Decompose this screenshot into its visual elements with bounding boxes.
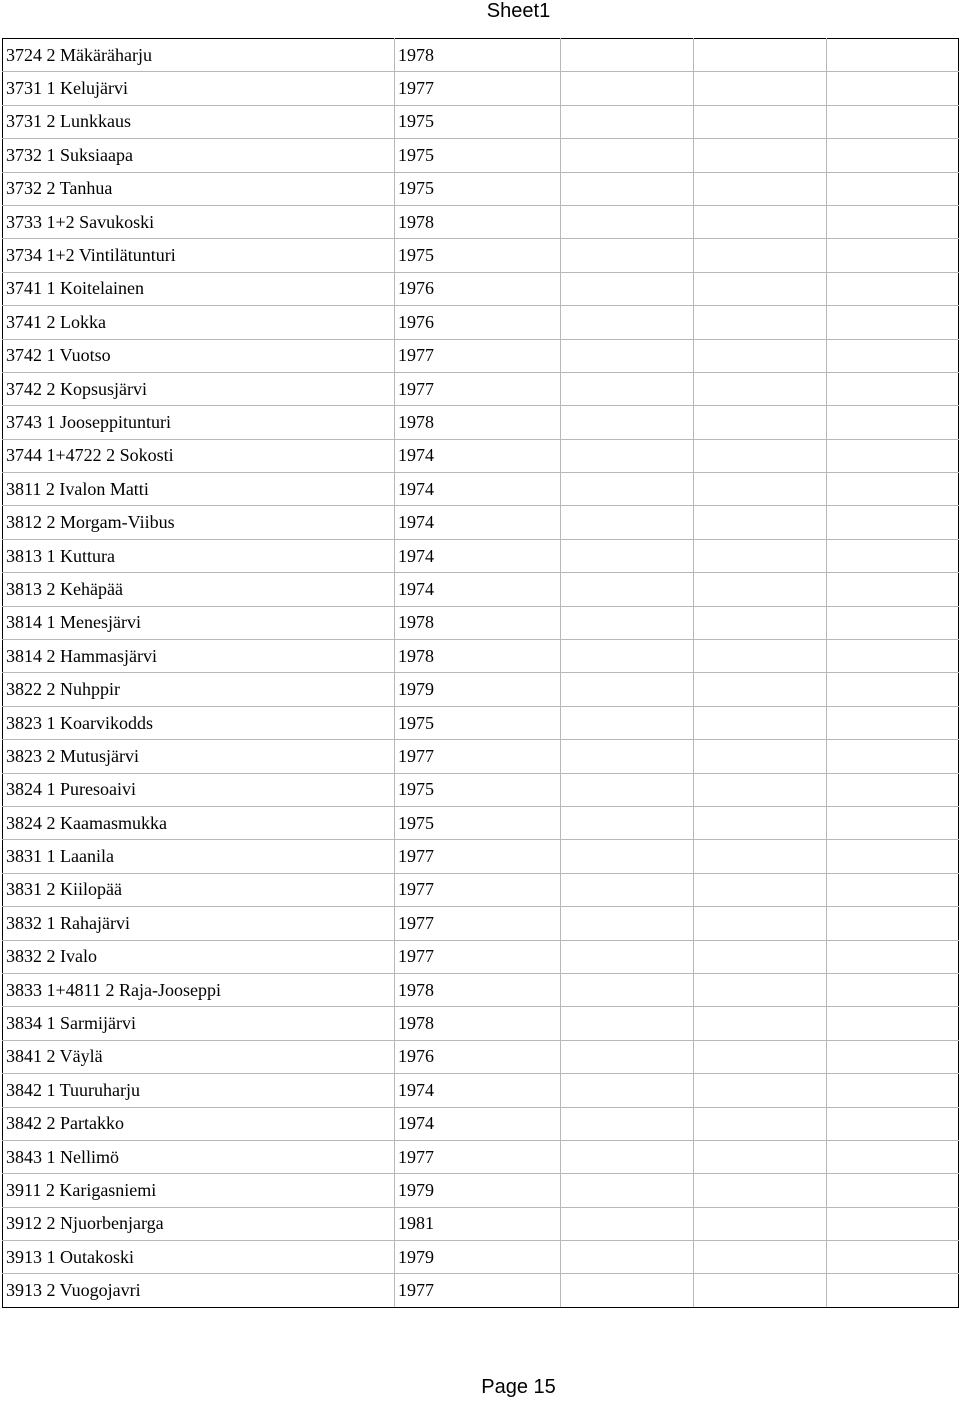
year-cell[interactable]: 1974 <box>395 439 561 472</box>
empty-cell[interactable] <box>561 1174 694 1207</box>
empty-cell[interactable] <box>561 506 694 539</box>
year-cell[interactable]: 1978 <box>395 205 561 238</box>
year-cell[interactable]: 1977 <box>395 840 561 873</box>
table-row <box>3 439 959 472</box>
empty-cell[interactable] <box>827 806 959 839</box>
empty-cell[interactable] <box>827 439 959 472</box>
empty-cell[interactable] <box>561 907 694 940</box>
empty-cell[interactable] <box>694 105 827 138</box>
empty-cell[interactable] <box>694 1174 827 1207</box>
empty-cell[interactable] <box>694 39 827 72</box>
empty-cell[interactable] <box>827 606 959 639</box>
map-sheet-label-cell[interactable]: 3743 1 Jooseppitunturi <box>3 406 395 439</box>
table-row <box>3 573 959 606</box>
year-cell[interactable]: 1977 <box>395 873 561 906</box>
empty-cell[interactable] <box>827 272 959 305</box>
map-sheet-label-cell[interactable]: 3741 2 Lokka <box>3 306 395 339</box>
year-cell[interactable]: 1974 <box>395 1107 561 1140</box>
empty-cell[interactable] <box>694 573 827 606</box>
map-sheet-label-cell[interactable]: 3911 2 Karigasniemi <box>3 1174 395 1207</box>
empty-cell[interactable] <box>694 372 827 405</box>
empty-cell[interactable] <box>561 1007 694 1040</box>
table-row <box>3 840 959 873</box>
table-row <box>3 1007 959 1040</box>
table-row <box>3 272 959 305</box>
empty-cell[interactable] <box>561 1207 694 1240</box>
spreadsheet-grid <box>2 38 959 1308</box>
empty-cell[interactable] <box>694 473 827 506</box>
table-row <box>3 339 959 372</box>
empty-cell[interactable] <box>694 239 827 272</box>
year-cell[interactable]: 1977 <box>395 907 561 940</box>
empty-cell[interactable] <box>827 573 959 606</box>
table-row <box>3 873 959 906</box>
empty-cell[interactable] <box>561 139 694 172</box>
empty-cell[interactable] <box>827 740 959 773</box>
map-sheet-label-cell[interactable]: 3831 2 Kiilopää <box>3 873 395 906</box>
year-cell[interactable]: 1975 <box>395 105 561 138</box>
empty-cell[interactable] <box>561 840 694 873</box>
year-cell[interactable]: 1974 <box>395 539 561 572</box>
year-cell[interactable]: 1978 <box>395 1007 561 1040</box>
year-cell[interactable]: 1977 <box>395 339 561 372</box>
empty-cell[interactable] <box>561 573 694 606</box>
empty-cell[interactable] <box>694 539 827 572</box>
empty-cell[interactable] <box>827 539 959 572</box>
year-cell[interactable]: 1979 <box>395 1174 561 1207</box>
table-row <box>3 72 959 105</box>
year-cell[interactable]: 1978 <box>395 406 561 439</box>
empty-cell[interactable] <box>561 940 694 973</box>
table-row <box>3 105 959 138</box>
year-cell[interactable]: 1976 <box>395 272 561 305</box>
empty-cell[interactable] <box>561 239 694 272</box>
year-cell[interactable]: 1978 <box>395 606 561 639</box>
empty-cell[interactable] <box>561 640 694 673</box>
empty-cell[interactable] <box>694 873 827 906</box>
empty-cell[interactable] <box>694 272 827 305</box>
table-row <box>3 673 959 706</box>
map-sheet-label-cell[interactable]: 3731 2 Lunkkaus <box>3 105 395 138</box>
table-row <box>3 1174 959 1207</box>
empty-cell[interactable] <box>827 773 959 806</box>
empty-cell[interactable] <box>561 372 694 405</box>
empty-cell[interactable] <box>827 306 959 339</box>
empty-cell[interactable] <box>694 339 827 372</box>
map-sheet-label-cell[interactable]: 3741 1 Koitelainen <box>3 272 395 305</box>
table-row <box>3 239 959 272</box>
page-number: Page 15 <box>481 1376 556 1398</box>
empty-cell[interactable] <box>561 773 694 806</box>
empty-cell[interactable] <box>694 1140 827 1173</box>
empty-cell[interactable] <box>827 1274 959 1307</box>
year-cell[interactable]: 1977 <box>395 940 561 973</box>
empty-cell[interactable] <box>694 773 827 806</box>
map-sheet-label-cell[interactable]: 3732 2 Tanhua <box>3 172 395 205</box>
empty-cell[interactable] <box>827 39 959 72</box>
map-sheet-label-cell[interactable]: 3824 1 Puresoaivi <box>3 773 395 806</box>
map-sheet-label-cell[interactable]: 3733 1+2 Savukoski <box>3 205 395 238</box>
empty-cell[interactable] <box>561 439 694 472</box>
empty-cell[interactable] <box>827 907 959 940</box>
table-row <box>3 1140 959 1173</box>
map-sheet-label-cell[interactable]: 3912 2 Njuorbenjarga <box>3 1207 395 1240</box>
empty-cell[interactable] <box>694 840 827 873</box>
empty-cell[interactable] <box>561 473 694 506</box>
map-sheet-label-cell[interactable]: 3734 1+2 Vintilätunturi <box>3 239 395 272</box>
map-sheet-label-cell[interactable]: 3834 1 Sarmijärvi <box>3 1007 395 1040</box>
table-row <box>3 940 959 973</box>
empty-cell[interactable] <box>694 172 827 205</box>
table-row <box>3 773 959 806</box>
table-row <box>3 306 959 339</box>
table-row <box>3 473 959 506</box>
empty-cell[interactable] <box>694 306 827 339</box>
empty-cell[interactable] <box>561 740 694 773</box>
empty-cell[interactable] <box>827 172 959 205</box>
empty-cell[interactable] <box>561 205 694 238</box>
map-sheet-label-cell[interactable]: 3842 2 Partakko <box>3 1107 395 1140</box>
empty-cell[interactable] <box>827 473 959 506</box>
table-row <box>3 1040 959 1073</box>
year-cell[interactable]: 1977 <box>395 740 561 773</box>
empty-cell[interactable] <box>561 1040 694 1073</box>
table-row <box>3 172 959 205</box>
empty-cell[interactable] <box>561 873 694 906</box>
year-cell[interactable]: 1975 <box>395 239 561 272</box>
empty-cell[interactable] <box>694 907 827 940</box>
year-cell[interactable]: 1976 <box>395 1040 561 1073</box>
empty-cell[interactable] <box>694 1007 827 1040</box>
table-row <box>3 907 959 940</box>
table-row <box>3 506 959 539</box>
empty-cell[interactable] <box>694 673 827 706</box>
empty-cell[interactable] <box>827 873 959 906</box>
empty-cell[interactable] <box>827 339 959 372</box>
table-row <box>3 539 959 572</box>
map-sheet-label-cell[interactable]: 3731 1 Kelujärvi <box>3 72 395 105</box>
empty-cell[interactable] <box>561 339 694 372</box>
empty-cell[interactable] <box>827 1007 959 1040</box>
map-sheet-label-cell[interactable]: 3833 1+4811 2 Raja-Jooseppi <box>3 973 395 1006</box>
empty-cell[interactable] <box>694 606 827 639</box>
empty-cell[interactable] <box>694 1274 827 1307</box>
empty-cell[interactable] <box>561 105 694 138</box>
year-cell[interactable]: 1981 <box>395 1207 561 1240</box>
empty-cell[interactable] <box>561 72 694 105</box>
table-row <box>3 1241 959 1274</box>
map-sheet-label-cell[interactable]: 3813 2 Kehäpää <box>3 573 395 606</box>
table-row <box>3 205 959 238</box>
table-row <box>3 606 959 639</box>
empty-cell[interactable] <box>694 940 827 973</box>
empty-cell[interactable] <box>561 1274 694 1307</box>
table-row <box>3 1274 959 1307</box>
empty-cell[interactable] <box>694 506 827 539</box>
table-row <box>3 740 959 773</box>
empty-cell[interactable] <box>694 973 827 1006</box>
empty-cell[interactable] <box>694 740 827 773</box>
year-cell[interactable]: 1975 <box>395 172 561 205</box>
table-row <box>3 1107 959 1140</box>
empty-cell[interactable] <box>827 1174 959 1207</box>
map-sheet-label-cell[interactable]: 3744 1+4722 2 Sokosti <box>3 439 395 472</box>
empty-cell[interactable] <box>827 1107 959 1140</box>
table-row <box>3 39 959 72</box>
empty-cell[interactable] <box>561 806 694 839</box>
empty-cell[interactable] <box>827 1207 959 1240</box>
map-sheet-label-cell[interactable]: 3732 1 Suksiaapa <box>3 139 395 172</box>
year-cell[interactable]: 1976 <box>395 306 561 339</box>
empty-cell[interactable] <box>694 1241 827 1274</box>
map-sheet-label-cell[interactable]: 3814 1 Menesjärvi <box>3 606 395 639</box>
empty-cell[interactable] <box>827 139 959 172</box>
map-sheet-label-cell[interactable]: 3742 1 Vuotso <box>3 339 395 372</box>
empty-cell[interactable] <box>694 1040 827 1073</box>
map-sheet-label-cell[interactable]: 3913 2 Vuogojavri <box>3 1274 395 1307</box>
empty-cell[interactable] <box>561 306 694 339</box>
empty-cell[interactable] <box>827 673 959 706</box>
map-sheet-label-cell[interactable]: 3824 2 Kaamasmukka <box>3 806 395 839</box>
empty-cell[interactable] <box>561 1140 694 1173</box>
empty-cell[interactable] <box>561 539 694 572</box>
empty-cell[interactable] <box>827 1241 959 1274</box>
map-sheet-label-cell[interactable]: 3742 2 Kopsusjärvi <box>3 372 395 405</box>
map-sheet-label-cell[interactable]: 3814 2 Hammasjärvi <box>3 640 395 673</box>
empty-cell[interactable] <box>561 1074 694 1107</box>
year-cell[interactable]: 1977 <box>395 372 561 405</box>
empty-cell[interactable] <box>694 1207 827 1240</box>
empty-cell[interactable] <box>694 72 827 105</box>
empty-cell[interactable] <box>827 706 959 739</box>
map-sheet-label-cell[interactable]: 3832 2 Ivalo <box>3 940 395 973</box>
empty-cell[interactable] <box>827 973 959 1006</box>
map-sheet-label-cell[interactable]: 3823 1 Koarvikodds <box>3 706 395 739</box>
empty-cell[interactable] <box>561 606 694 639</box>
table-row <box>3 1207 959 1240</box>
empty-cell[interactable] <box>561 973 694 1006</box>
year-cell[interactable]: 1977 <box>395 72 561 105</box>
empty-cell[interactable] <box>694 406 827 439</box>
empty-cell[interactable] <box>827 372 959 405</box>
map-sheet-label-cell[interactable]: 3831 1 Laanila <box>3 840 395 873</box>
table-row <box>3 139 959 172</box>
table-row <box>3 806 959 839</box>
empty-cell[interactable] <box>694 806 827 839</box>
empty-cell[interactable] <box>561 172 694 205</box>
year-cell[interactable]: 1979 <box>395 673 561 706</box>
year-cell[interactable]: 1975 <box>395 706 561 739</box>
table-row <box>3 706 959 739</box>
table-row <box>3 406 959 439</box>
map-sheet-label-cell[interactable]: 3822 2 Nuhppir <box>3 673 395 706</box>
year-cell[interactable]: 1977 <box>395 1140 561 1173</box>
map-sheet-label-cell[interactable]: 3843 1 Nellimö <box>3 1140 395 1173</box>
empty-cell[interactable] <box>827 840 959 873</box>
table-row <box>3 973 959 1006</box>
empty-cell[interactable] <box>827 406 959 439</box>
empty-cell[interactable] <box>561 39 694 72</box>
sheet-title: Sheet1 <box>486 0 551 22</box>
empty-cell[interactable] <box>694 205 827 238</box>
empty-cell[interactable] <box>694 1107 827 1140</box>
empty-cell[interactable] <box>827 239 959 272</box>
empty-cell[interactable] <box>561 272 694 305</box>
year-cell[interactable]: 1975 <box>395 773 561 806</box>
empty-cell[interactable] <box>827 1040 959 1073</box>
year-cell[interactable]: 1974 <box>395 1074 561 1107</box>
year-cell[interactable]: 1979 <box>395 1241 561 1274</box>
year-cell[interactable]: 1978 <box>395 640 561 673</box>
empty-cell[interactable] <box>694 706 827 739</box>
year-cell[interactable]: 1977 <box>395 1274 561 1307</box>
empty-cell[interactable] <box>827 72 959 105</box>
map-sheet-label-cell[interactable]: 3823 2 Mutusjärvi <box>3 740 395 773</box>
map-sheet-label-cell[interactable]: 3832 1 Rahajärvi <box>3 907 395 940</box>
map-sheet-label-cell[interactable]: 3811 2 Ivalon Matti <box>3 473 395 506</box>
year-cell[interactable]: 1974 <box>395 506 561 539</box>
year-cell[interactable]: 1975 <box>395 806 561 839</box>
empty-cell[interactable] <box>694 1074 827 1107</box>
empty-cell[interactable] <box>827 940 959 973</box>
map-sheet-label-cell[interactable]: 3724 2 Mäkäräharju <box>3 39 395 72</box>
map-sheet-label-cell[interactable]: 3813 1 Kuttura <box>3 539 395 572</box>
empty-cell[interactable] <box>827 105 959 138</box>
empty-cell[interactable] <box>561 1241 694 1274</box>
empty-cell[interactable] <box>827 1074 959 1107</box>
map-sheet-label-cell[interactable]: 3842 1 Tuuruharju <box>3 1074 395 1107</box>
empty-cell[interactable] <box>694 139 827 172</box>
empty-cell[interactable] <box>561 1107 694 1140</box>
table-row <box>3 372 959 405</box>
empty-cell[interactable] <box>827 1140 959 1173</box>
table-row <box>3 1074 959 1107</box>
empty-cell[interactable] <box>561 406 694 439</box>
year-cell[interactable]: 1974 <box>395 573 561 606</box>
empty-cell[interactable] <box>694 640 827 673</box>
empty-cell[interactable] <box>827 205 959 238</box>
empty-cell[interactable] <box>561 706 694 739</box>
map-sheet-label-cell[interactable]: 3913 1 Outakoski <box>3 1241 395 1274</box>
year-cell[interactable]: 1978 <box>395 973 561 1006</box>
map-sheet-label-cell[interactable]: 3812 2 Morgam-Viibus <box>3 506 395 539</box>
year-cell[interactable]: 1978 <box>395 39 561 72</box>
year-cell[interactable]: 1975 <box>395 139 561 172</box>
empty-cell[interactable] <box>694 439 827 472</box>
empty-cell[interactable] <box>827 506 959 539</box>
empty-cell[interactable] <box>827 640 959 673</box>
map-sheet-label-cell[interactable]: 3841 2 Väylä <box>3 1040 395 1073</box>
empty-cell[interactable] <box>561 673 694 706</box>
table-row <box>3 640 959 673</box>
year-cell[interactable]: 1974 <box>395 473 561 506</box>
